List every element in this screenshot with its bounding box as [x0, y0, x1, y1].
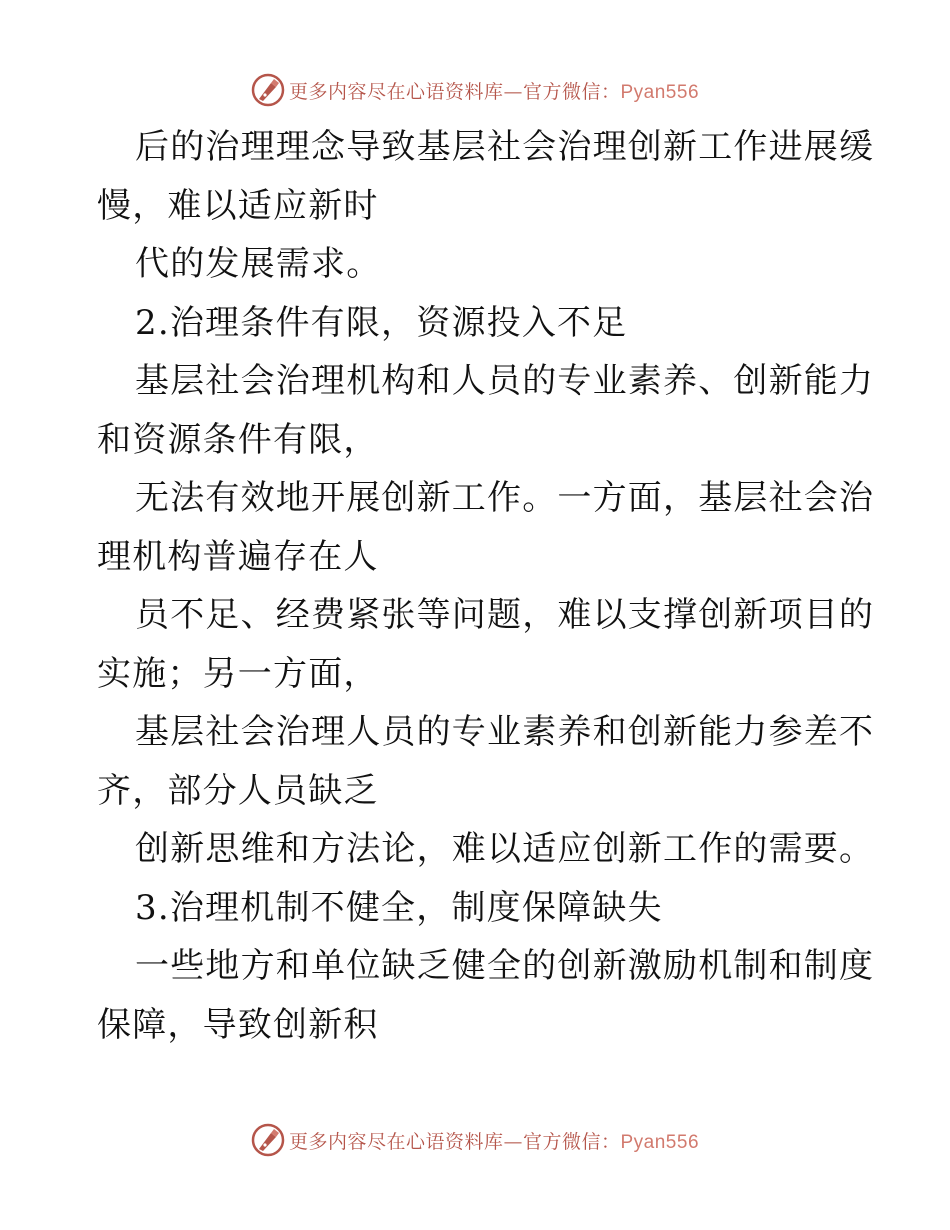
footer-banner	[0, 1120, 950, 1160]
text-line: 实施；另一方面，	[97, 653, 379, 694]
text-line: 保障，导致创新积	[97, 1004, 379, 1045]
text-line: 一些地方和单位缺乏健全的创新激励机制和制度	[135, 946, 875, 986]
banner-wechat-label: 官方微信：	[522, 80, 621, 103]
banner-separator: —	[503, 80, 523, 103]
text-line: 代的发展需求。	[135, 244, 382, 284]
banner-text	[289, 1127, 699, 1154]
text-line: 慢，难以适应新时	[97, 185, 379, 226]
text-line: 基层社会治理机构和人员的专业素养、创新能力	[135, 361, 875, 401]
banner-wechat-label: 官方微信：	[522, 1130, 621, 1153]
text-line: 员不足、经费紧张等问题，难以支撑创新项目的	[135, 595, 875, 635]
document-body	[97, 118, 875, 1054]
text-line: 2.治理条件有限，资源投入不足	[135, 302, 628, 343]
banner-wechat-id: Pyan556	[620, 81, 700, 103]
text-line: 基层社会治理人员的专业素养和创新能力参差不	[135, 712, 875, 752]
banner-wechat-id: Pyan556	[620, 1131, 700, 1153]
pen-nib-logo-icon	[251, 73, 285, 107]
text-line: 理机构普遍存在人	[97, 536, 379, 577]
banner-site-name: 更多内容尽在心语资料库	[288, 80, 504, 103]
banner-site-name: 更多内容尽在心语资料库	[288, 1130, 504, 1153]
pen-nib-logo-icon	[251, 1123, 285, 1157]
banner-separator: —	[503, 1130, 523, 1153]
banner-text	[289, 77, 699, 104]
text-line: 和资源条件有限，	[97, 419, 379, 460]
text-line: 无法有效地开展创新工作。一方面，基层社会治	[135, 478, 875, 518]
text-line: 后的治理理念导致基层社会治理创新工作进展缓	[135, 127, 875, 167]
text-line: 3.治理机制不健全，制度保障缺失	[135, 887, 663, 928]
header-banner	[0, 70, 950, 110]
text-line: 创新思维和方法论，难以适应创新工作的需要。	[135, 829, 875, 869]
text-line: 齐，部分人员缺乏	[97, 770, 379, 811]
